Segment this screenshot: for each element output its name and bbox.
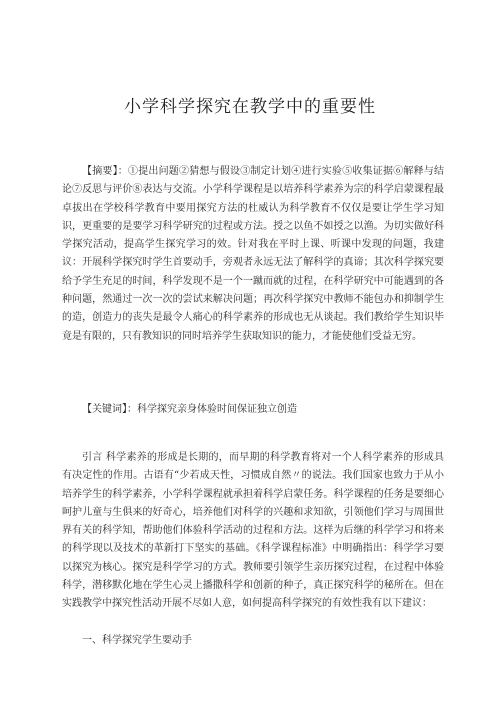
document-title: 小学科学探究在教学中的重要性 — [124, 97, 376, 117]
abstract-text: ①提出问题②猜想与假设③制定计划④进行实验⑤收集证据⑥解释与结论⑦反思与评价⑧表达与交流。小学科学课程是以培养科学素养为宗的科学启蒙课程最卓拔出在学校科学教育中要用探究方法的杜威认为科学教育不仅仅是要让学生学习知识，更重要的是要学习科学研究的过程或方法。授之以鱼不如授之以渔。为切实做好科学探究活动，提高学生探究学习的效。针对我在平时上课、听课中发现的问题，我建议：开展科学探究时学生首要动手，旁观者永远无法了解科学的真谛；其次科学探究要给予学生充足的时间，科学发现不是一个一蹴而就的过程，在科学研究中可能遇到的各种问题，然通过一次一次的尝试来解决问题；再次科学探究中教师不能包办和抑制学生的造，创造力的丧失是最令人痛心的科学素养的形成也无从谈起。我们教给学生知识毕竟是有限的，只有教知识的同时培养学生获取知识的能力，才能使他们受益无穷。 — [62, 166, 444, 342]
abstract-paragraph — [62, 163, 444, 346]
keywords-text: 科学探究亲身体验时间保证独立创造 — [137, 404, 297, 415]
keywords-paragraph — [62, 401, 444, 419]
keywords-label: 【关键词】： — [82, 404, 137, 415]
abstract-label: 【摘要】： — [82, 166, 128, 177]
section-heading: 一、科学探究学生要动手 — [82, 635, 192, 646]
intro-paragraph: 引言 科学素养的形成是长期的，而早期的科学教育将对一个人科学素养的形成具有决定性的作用。古语有“少若成天性，习惯成自然〃的说法。我们国家也致力于从小培养学生的科学素养，小学科学课程就承担着科学启蒙任务。科学课程的任务是要细心呵护儿童与生俱来的好奇心，培养他们对科学的兴趣和求知欲，引领他们学习与周围世界有关的科学知，帮助他们体验科学活动的过程和方法。这样为后继的科学学习和将来的科学现以及技术的革新打下坚实的基础。《科学课程标准》中明确指出：科学学习要以探究为核心。探究是科学学习的方式。教师要引领学生亲历探究过程，在过程中体验科学，潜移默化地在学生心灵上播撒科学和创新的种子，真正探究科学的秘所在。但在实践教学中探究性活动开展不尽如人意，如何提高科学探究的有效性我有以下建议： — [62, 452, 444, 610]
